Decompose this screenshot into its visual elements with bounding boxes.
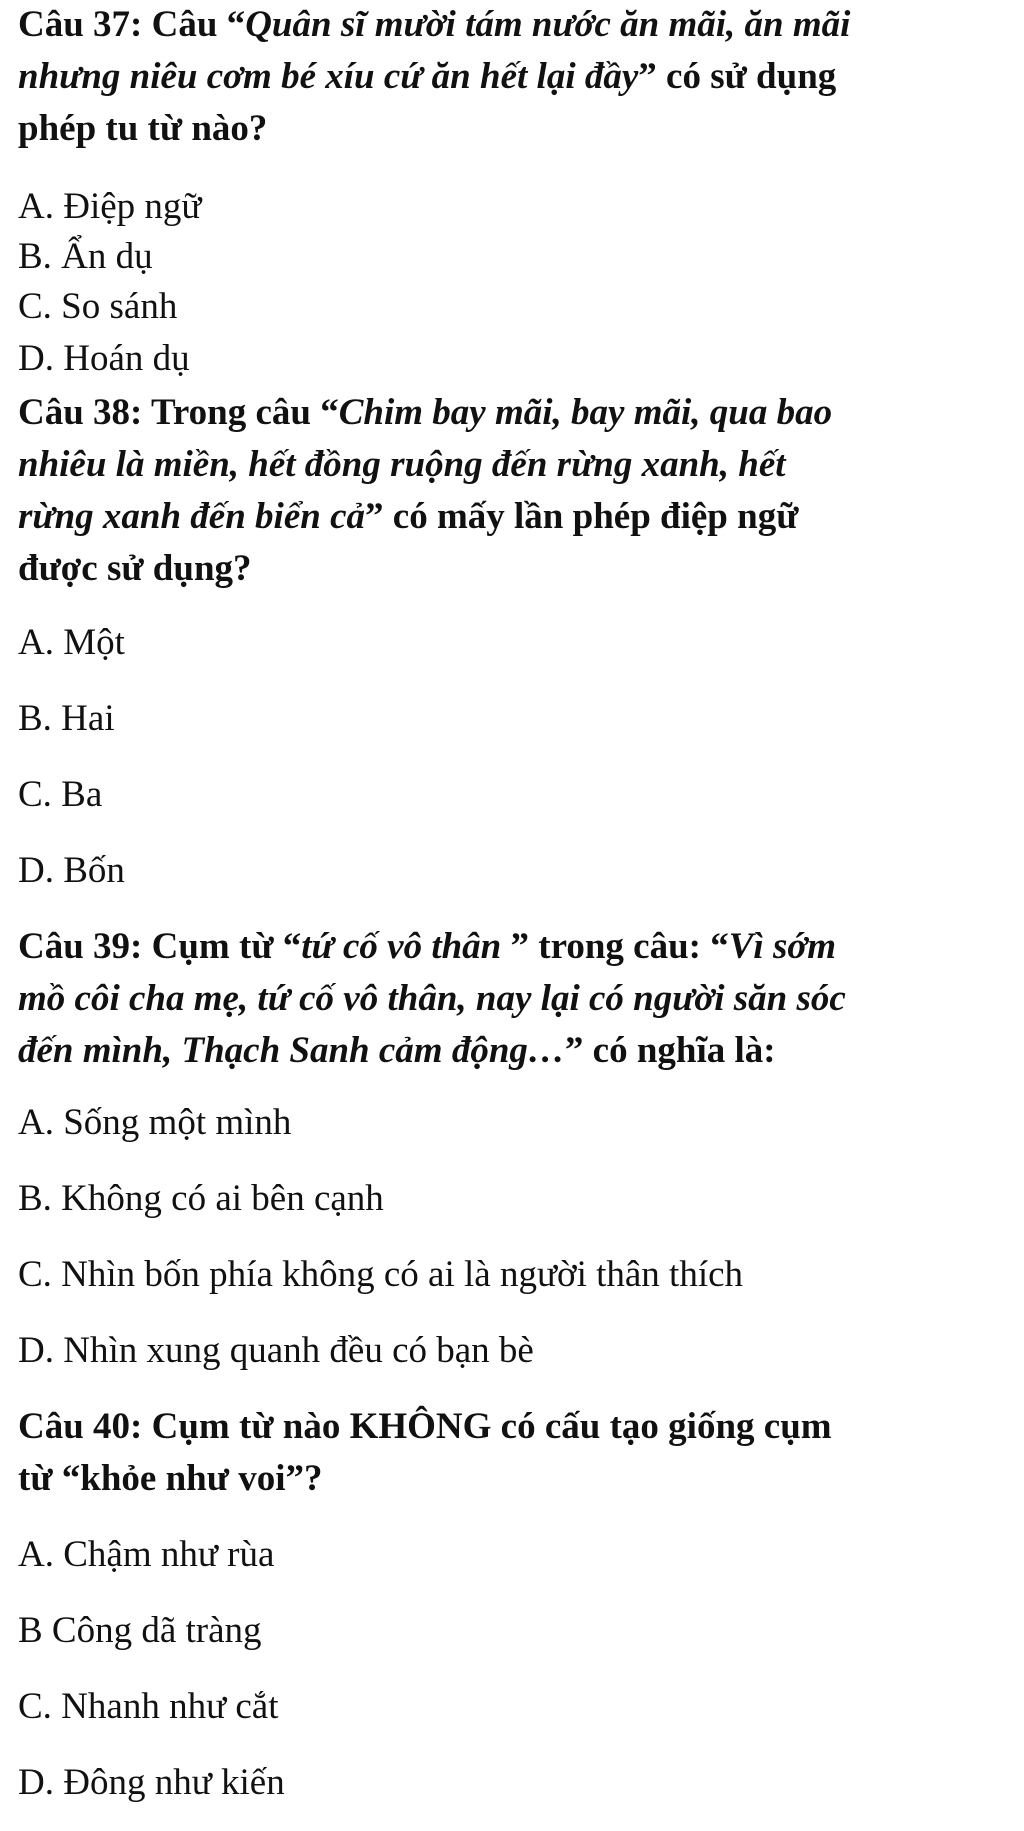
question-37-option-c[interactable]: C. So sánh	[18, 286, 178, 327]
question-40-option-d[interactable]: D. Đông như kiến	[18, 1762, 285, 1803]
question-37-option-d[interactable]: D. Hoán dụ	[18, 338, 190, 379]
question-39-line-1: Câu 39: Cụm từ “tứ cố vô thân ” trong câu: “Vì sớm	[18, 926, 836, 967]
question-40-option-c[interactable]: C. Nhanh như cắt	[18, 1686, 279, 1727]
question-39-option-a[interactable]: A. Sống một mình	[18, 1102, 292, 1143]
question-38-option-a[interactable]: A. Một	[18, 622, 125, 663]
question-38-line-3: rừng xanh đến biển cả” có mấy lần phép điệp ngữ	[18, 496, 799, 537]
question-39-option-d[interactable]: D. Nhìn xung quanh đều có bạn bè	[18, 1330, 534, 1371]
question-39-line-3: đến mình, Thạch Sanh cảm động…” có nghĩa là:	[18, 1030, 776, 1071]
question-40-option-a[interactable]: A. Chậm như rùa	[18, 1534, 275, 1575]
question-38-line-2: nhiêu là miền, hết đồng ruộng đến rừng xanh, hết	[18, 444, 786, 485]
question-37-option-a[interactable]: A. Điệp ngữ	[18, 186, 202, 227]
question-39-line-2: mồ côi cha mẹ, tứ cố vô thân, nay lại có người săn sóc	[18, 978, 846, 1019]
question-37-line-1: Câu 37: Câu “Quân sĩ mười tám nước ăn mãi, ăn mãi	[18, 4, 851, 45]
question-39-option-c[interactable]: C. Nhìn bốn phía không có ai là người thân thích	[18, 1254, 744, 1295]
question-38-line-4: được sử dụng?	[18, 548, 252, 589]
question-40-label: Câu 40:	[18, 1406, 143, 1447]
question-38-option-d[interactable]: D. Bốn	[18, 850, 125, 891]
question-39-label: Câu 39:	[18, 926, 143, 967]
question-38-option-c[interactable]: C. Ba	[18, 774, 103, 815]
question-37-option-b[interactable]: B. Ẩn dụ	[18, 236, 153, 277]
question-40-line-1: Câu 40: Cụm từ nào KHÔNG có cấu tạo giống cụm	[18, 1406, 832, 1447]
question-39-option-b[interactable]: B. Không có ai bên cạnh	[18, 1178, 384, 1219]
question-38-line-1: Câu 38: Trong câu “Chim bay mãi, bay mãi, qua bao	[18, 392, 833, 433]
question-37-line-3: phép tu từ nào?	[18, 108, 268, 149]
question-37-line-2: nhưng niêu cơm bé xíu cứ ăn hết lại đầy” có sử dụng	[18, 56, 837, 97]
question-40-line-2: từ “khỏe như voi”?	[18, 1458, 323, 1499]
question-38-option-b[interactable]: B. Hai	[18, 698, 115, 739]
question-40-option-b[interactable]: B Công dã tràng	[18, 1610, 262, 1651]
question-38-label: Câu 38:	[18, 392, 143, 433]
question-37-label: Câu 37:	[18, 4, 143, 45]
